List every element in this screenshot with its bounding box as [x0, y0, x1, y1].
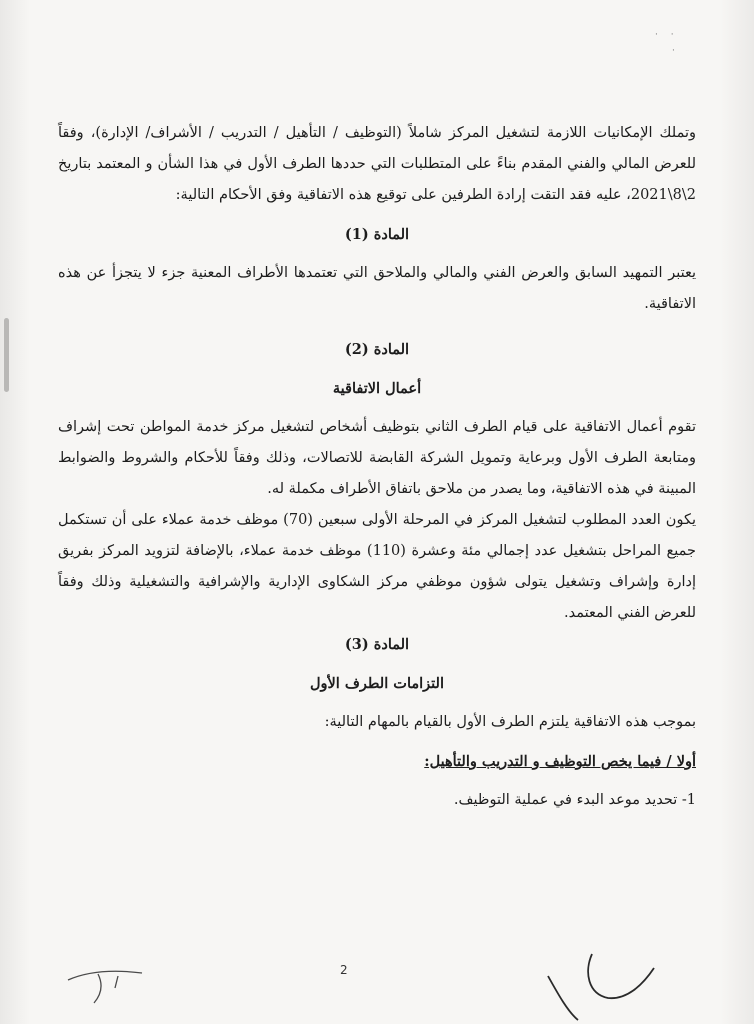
- intro-paragraph: وتملك الإمكانيات اللازمة لتشغيل المركز شاملاً (التوظيف / التأهيل / التدريب / الأشراف/ الإدارة)، وفقاً للعرض المالي والفني المقدم بناءً على المتطلبات التي حددها الطرف الأول في هذا الشأن و المعتمد بتاريخ 2\8\2021، عليه فقد التقت إرادة الطرفين على توقيع هذه الاتفاقية وفق الأحكام التالية:: [58, 125, 696, 203]
- article-2-title: المادة (2): [344, 341, 410, 358]
- article-1-title: المادة (1): [344, 226, 410, 243]
- section-1-heading: أولا / فيما يخص التوظيف و التدريب والتأهيل:: [424, 753, 696, 770]
- article-2-paragraph-1: تقوم أعمال الاتفاقية على قيام الطرف الثاني بتوظيف أشخاص لتشغيل مركز خدمة المواطن تحت إشراف ومتابعة الطرف الأول وبرعاية وتمويل الشركة القابضة للاتصالات، وذلك وفقاً للأحكام والشروط والضوابط المبينة في هذه الاتفاقية، وما يصدر من ملاحق باتفاق الأطراف مكملة له.: [58, 419, 696, 497]
- list-item: 1- تحديد موعد البدء في عملية التوظيف.: [453, 792, 696, 808]
- article-2-paragraph-2: يكون العدد المطلوب لتشغيل المركز في المرحلة الأولى سبعين (70) موظف خدمة عملاء على أن تستكمل جميع المراحل بتشغيل عدد إجمالي مئة وعشرة (110) موظف خدمة عملاء، بالإضافة لتزويد المركز بفريق إدارة وإشراف وتشغيل يتولى شؤون موظفي مركز الشكاوى الإدارية والإشرافية والتشغيلية وذلك وفقاً للعرض الفني المعتمد.: [58, 512, 696, 621]
- article-3-title: المادة (3): [344, 636, 410, 653]
- document-body: [58, 118, 696, 816]
- article-3-subtitle: التزامات الطرف الأول: [310, 675, 444, 692]
- article-2-subtitle: أعمال الاتفاقية: [332, 380, 422, 397]
- scan-speck: · ·: [655, 30, 679, 40]
- page-number: 2: [340, 963, 348, 977]
- initials-signature-left: [58, 958, 168, 1008]
- initials-signature-right: [530, 936, 670, 1022]
- scan-speck: ·: [672, 46, 680, 56]
- article-1-text: يعتبر التمهيد السابق والعرض الفني والمالي والملاحق التي تعتمدها الأطراف المعنية جزء لا يتجزأ عن هذه الاتفاقية.: [58, 265, 696, 312]
- article-3-intro: بموجب هذه الاتفاقية يلتزم الطرف الأول بالقيام بالمهام التالية:: [324, 714, 696, 730]
- scrollbar-thumb[interactable]: [4, 318, 9, 392]
